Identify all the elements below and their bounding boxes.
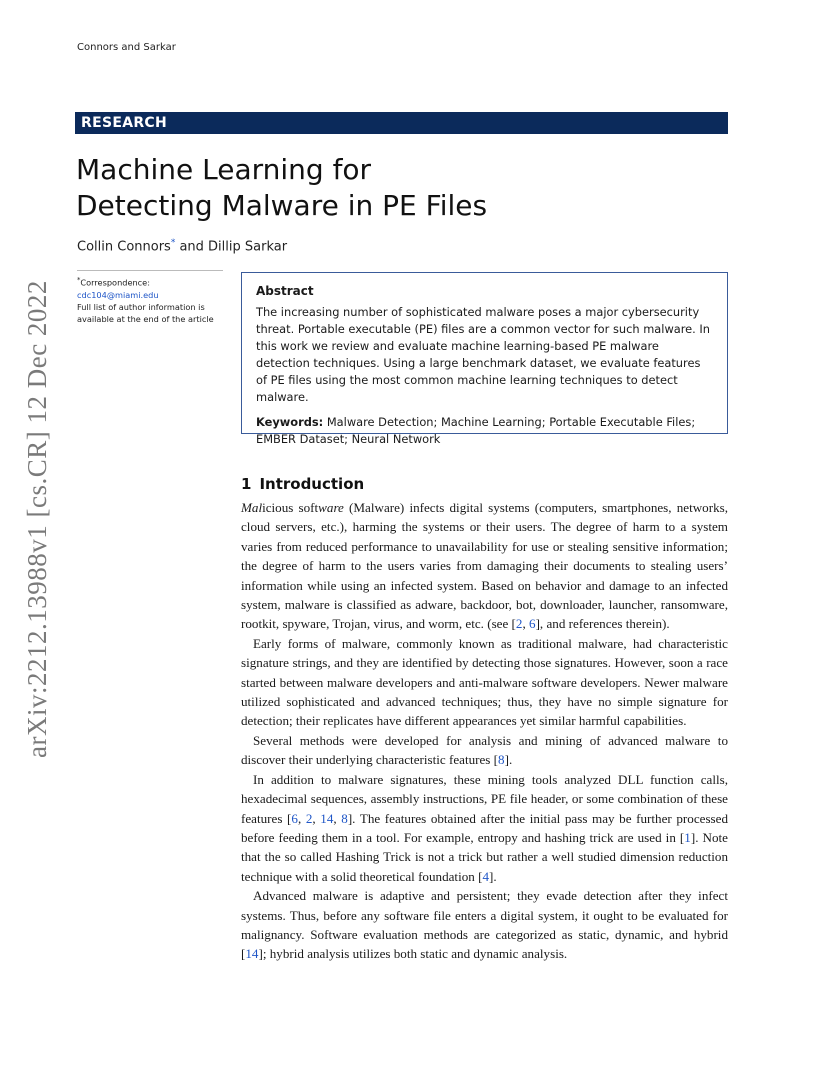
correspondence-divider [77, 270, 223, 271]
running-head: Connors and Sarkar [77, 42, 176, 53]
paragraph-3 [241, 731, 728, 770]
text-fragment: ], and references therein). [535, 616, 670, 632]
paragraph-1 [241, 498, 728, 634]
citation-link[interactable]: 8 [341, 810, 348, 826]
text-fragment: ware [318, 500, 344, 515]
section-title: Introduction [259, 475, 365, 493]
title-line-1: Machine Learning for [76, 153, 372, 186]
author-first: Collin Connors [77, 239, 171, 255]
text-fragment: , [522, 616, 530, 632]
correspondence-author-info: Full list of author information is available at the end of the article [77, 301, 214, 324]
paragraph-4: In addition to malware signatures, these mining tools analyzed DLL function calls, hexadecimal sequences, assembly instructions, PE file header, or some combination of these features [6, 2, 14, 8]. The features obtained after the initial pass may be further processed before feeding them in a tool. For example, entropy and hashing trick are used in [1]. Note that the so called Hashing Trick is not a trick but rather a well studied dimension reduction technique with a solid theoretical foundation [4]. [241, 771, 729, 884]
text-fragment: ]. Note that the so called Hashing Trick is not a trick but rather a well studied dimension reduction technique with a solid theoretical foundation [ [241, 829, 728, 884]
text-fragment: (Malware) infects digital systems (computers, smartphones, networks, cloud servers, etc.), harming the systems or their users. The degree of harm to a system varies from reduced performance to unavailability for use or stealing sensitive information; the degree of harm to the users varies from damaging their documents to stealing users’ information while using an infected system. Based on behavior and damage to an infected system, malware is classified as adware, backdoor, bot, downloader, launcher, ransomware, rootkit, spyware, Trojan, virus, and worm, etc. (see [ [241, 500, 728, 632]
keywords-label: Keywords: [256, 415, 324, 429]
paper-title [76, 152, 676, 224]
citation-link[interactable]: 6 [529, 616, 536, 632]
citation-link[interactable]: 2 [305, 810, 313, 826]
article-type-banner: RESEARCH [75, 112, 728, 134]
text-fragment: Advanced malware is adaptive and persistent; they evade detection after they infect systems. Thus, before any software file enters a digital system, it ought to be evaluated for malignancy. Software evaluation methods are categorized as static, dynamic, and hybrid [ [241, 888, 728, 962]
text-fragment: Several methods were developed for analysis and mining of advanced malware to discover their underlying characteristic features [ [241, 732, 728, 768]
correspondence-note [77, 274, 227, 325]
citation-link[interactable]: 14 [320, 810, 334, 826]
text-fragment: ]; hybrid analysis utilizes both static and dynamic analysis. [258, 946, 568, 962]
abstract-box [241, 272, 728, 446]
citation-link[interactable]: 4 [482, 868, 489, 884]
text-fragment: In addition to malware signatures, these mining tools analyzed DLL function calls, hexadecimal sequences, assembly instructions, PE file header, or some combination of these features [ [241, 771, 728, 826]
author-footnote-marker[interactable]: * [170, 238, 176, 248]
body-text [241, 498, 728, 964]
text-fragment: ]. [488, 868, 497, 884]
text-fragment: Mal [241, 500, 263, 515]
correspondence-label: Correspondence: [80, 277, 150, 288]
citation-link[interactable]: 14 [245, 946, 259, 962]
title-line-2: Detecting Malware in PE Files [76, 189, 488, 222]
citation-link[interactable]: 6 [291, 810, 298, 826]
section-heading-introduction [241, 475, 364, 493]
text-fragment: icious soft [262, 500, 319, 515]
correspondence-marker: * [77, 276, 81, 284]
paragraph-5 [241, 886, 728, 964]
author-rest: and Dillip Sarkar [175, 239, 288, 255]
keywords-list: Malware Detection; Machine Learning; Portable Executable Files; EMBER Dataset; Neural Network [256, 415, 696, 446]
abstract-heading: Abstract [256, 284, 314, 298]
text-fragment: ]. [504, 752, 513, 768]
correspondence-email-link[interactable]: cdc104@miami.edu [77, 289, 159, 300]
abstract-text: The increasing number of sophisticated malware poses a major cybersecurity threat. Portable executable (PE) files are a common vector for such malware. In this work we review and evaluate machine learning-based PE malware detection techniques. Using a large benchmark dataset, we evaluate features of PE files using the most common machine learning techniques to detect malware. [256, 305, 710, 404]
author-list [77, 238, 287, 254]
arxiv-stamp: arXiv:2212.13988v1 [cs.CR] 12 Dec 2022 [22, 280, 52, 758]
citation-link[interactable]: 1 [684, 829, 691, 845]
text-fragment: ]. The features obtained after the initial pass may be further processed before feeding them in a tool. For example, entropy and hashing trick are used in [ [241, 810, 729, 845]
paragraph-2: Early forms of malware, commonly known as traditional malware, had characteristic signature strings, and they are identified by detecting those signatures. However, soon a race started between malware developers and anti-malware software developers. Newer malware utilized sophisticated and advanced techniques; thus, they have no simple signature for detection; their replicates have different appearances yet similar harmful capabilities. [241, 635, 728, 729]
citation-link[interactable]: 2 [515, 616, 523, 632]
citation-link[interactable]: 8 [498, 752, 505, 768]
section-number: 1 [241, 475, 252, 493]
keywords [256, 414, 713, 448]
